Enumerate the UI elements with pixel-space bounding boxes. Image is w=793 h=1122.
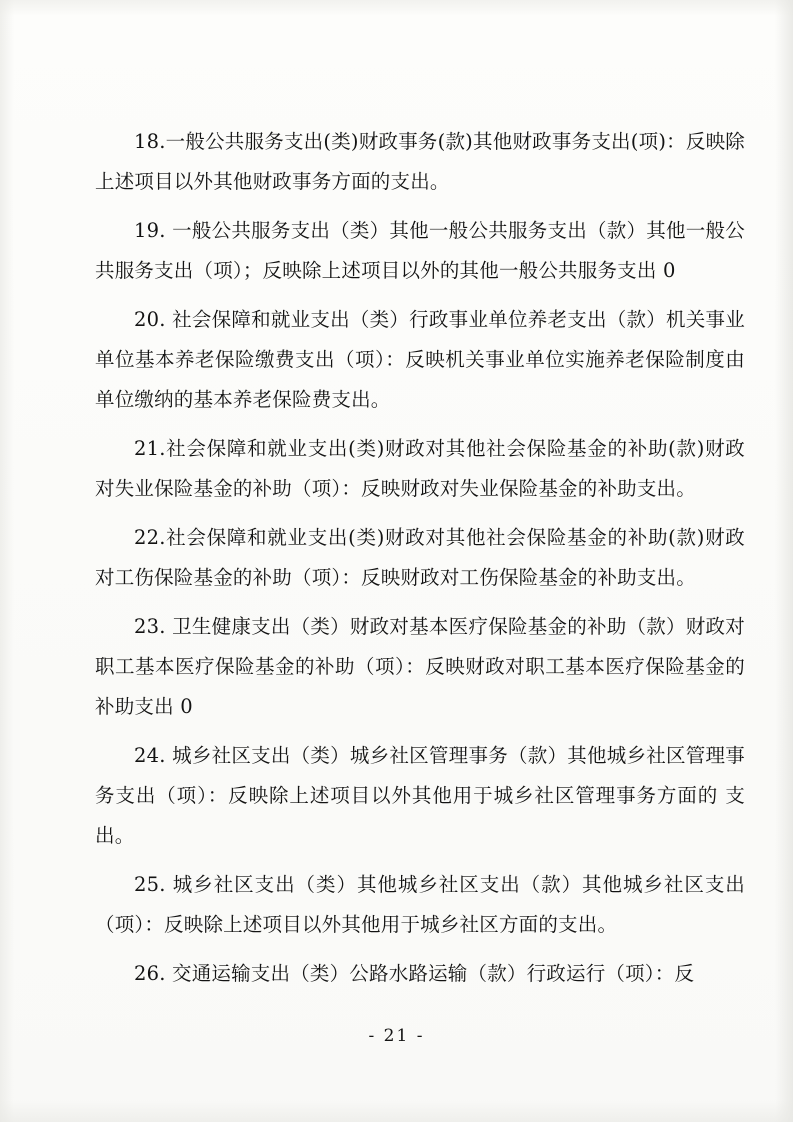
scan-shadow-top	[0, 0, 793, 16]
paragraph-20: 20. 社会保障和就业支出（类）行政事业单位养老支出（款）机关事业单位基本养老保险缴费支出（项）：反映机关事业单位实施养老保险制度由单位缴纳的基本养老保险费支出。	[95, 308, 745, 411]
scan-shadow-right	[775, 0, 793, 1122]
scan-shadow-left	[0, 0, 14, 1122]
scan-shadow-bottom	[0, 1100, 793, 1122]
paragraph-18: 18.一般公共服务支出(类)财政事务(款)其他财政事务支出(项)：反映除上述项目以外其他财政事务方面的支出。	[95, 130, 745, 193]
document-body	[95, 122, 745, 1003]
paragraph-22: 22.社会保障和就业支出(类)财政对其他社会保险基金的补助(款)财政对工伤保险基金的补助（项）：反映财政对工伤保险基金的补助支出。	[95, 526, 745, 589]
paragraph-26: 26. 交通运输支出（类）公路水路运输（款）行政运行（项）：反	[134, 962, 695, 985]
paragraph-24: 24. 城乡社区支出（类）城乡社区管理事务（款）其他城乡社区管理事务支出（项）：反映除上述项目以外其他用于城乡社区管理事务方面的 支出。	[95, 744, 745, 847]
paragraph-23: 23. 卫生健康支出（类）财政对基本医疗保险基金的补助（款）财政对职工基本医疗保险基金的补助（项）：反映财政对职工基本医疗保险基金的补助支出 0	[95, 615, 745, 718]
paragraph-25: 25. 城乡社区支出（类）其他城乡社区支出（款）其他城乡社区支出（项）：反映除上述项目以外其他用于城乡社区方面的支出。	[95, 873, 745, 936]
page-number: - 21 -	[368, 1026, 425, 1046]
paragraph-19: 19. 一般公共服务支出（类）其他一般公共服务支出（款）其他一般公共服务支出（项）；反映除上述项目以外的其他一般公共服务支出 0	[95, 219, 745, 282]
paragraph-21: 21.社会保障和就业支出(类)财政对其他社会保险基金的补助(款)财政对失业保险基金的补助（项）：反映财政对失业保险基金的补助支出。	[95, 437, 745, 500]
